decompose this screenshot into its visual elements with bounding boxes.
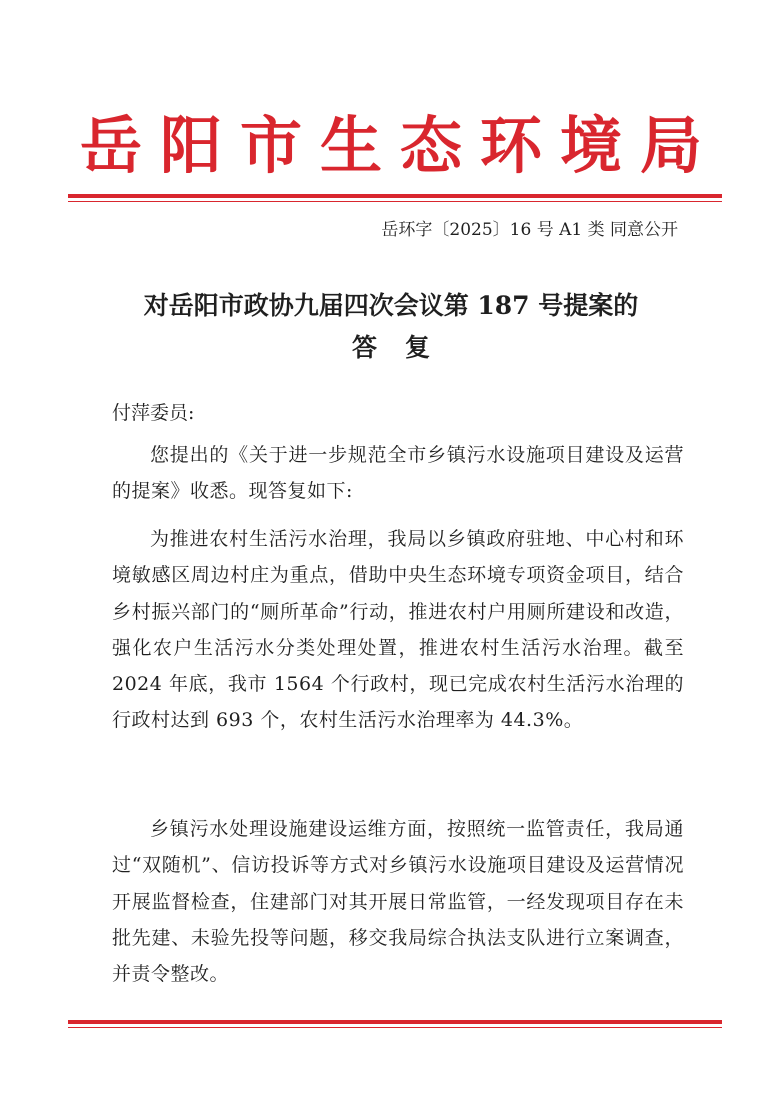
document-number: 岳环字〔2025〕16 号 A1 类 同意公开 xyxy=(381,220,678,240)
document-title-line-2: 答复 xyxy=(351,333,458,362)
divider-thin-line xyxy=(68,201,722,202)
divider-thick-line xyxy=(68,1020,722,1024)
letterhead-divider-top xyxy=(68,194,722,202)
footer-divider xyxy=(68,1020,722,1028)
body-paragraph-3: 乡镇污水处理设施建设运维方面，按照统一监管责任，我局通过“双随机”、信访投诉等方式对乡镇污水设施项目建设及运营情况开展监督检查，住建部门对其开展日常监管，一经发现项目存在未批先建、未验先投等问题，移交我局综合执法支队进行立案调查，并责令整改。 xyxy=(112,818,684,986)
document-title xyxy=(0,285,782,369)
document-title-line-1: 对岳阳市政协九届四次会议第 187 号提案的 xyxy=(143,291,639,320)
divider-thin-line xyxy=(68,1027,722,1028)
letterhead-title: 岳阳市生态环境局 xyxy=(79,109,720,182)
divider-thick-line xyxy=(68,194,722,198)
salutation: 付萍委员: xyxy=(112,402,195,424)
body-paragraph-2: 为推进农村生活污水治理，我局以乡镇政府驻地、中心村和环境敏感区周边村庄为重点，借助中央生态环境专项资金项目，结合乡村振兴部门的“厕所革命”行动，推进农村户用厕所建设和改造，强化农户生活污水分类处理处置，推进农村生活污水治理。截至 2024 年底，我市 1564 个行政村，现已完成农村生活污水治理的行政村达到 693 个，农村生活污水治理率为 44.3%。 xyxy=(112,528,684,732)
body-paragraph-1: 您提出的《关于进一步规范全市乡镇污水设施项目建设及运营的提案》收悉。现答复如下: xyxy=(112,444,684,503)
